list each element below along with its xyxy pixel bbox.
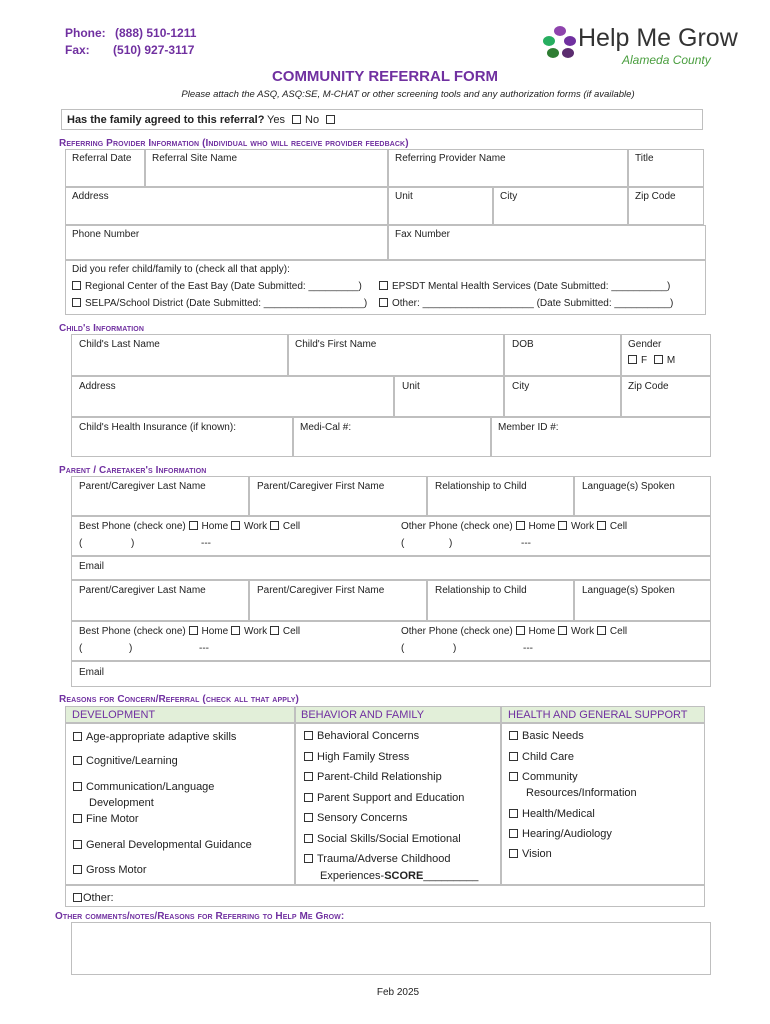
parent2-other-phone bbox=[401, 626, 627, 637]
reasons-section-title: Reasons for Concern/Referral (check all that apply) bbox=[59, 694, 299, 705]
form-subtitle: Please attach the ASQ, ASQ:SE, M-CHAT or other screening tools and any authorization forms (if available) bbox=[181, 89, 635, 100]
provider-city-field[interactable] bbox=[493, 187, 628, 225]
form-title: COMMUNITY REFERRAL FORM bbox=[271, 68, 499, 85]
child-section-title: Child's Information bbox=[59, 323, 144, 334]
parent2-other-phone-close: ) bbox=[453, 643, 457, 654]
parent2-language-label: Language(s) Spoken bbox=[582, 585, 675, 596]
health-item[interactable] bbox=[509, 771, 578, 783]
score-label: SCORE bbox=[384, 870, 424, 882]
best-cell-label: Cell bbox=[282, 521, 301, 532]
parent2-other-phone-open: ( bbox=[401, 643, 405, 654]
behavior-item-label: Behavioral Concerns bbox=[317, 730, 420, 742]
behavior-item-label: Parent Support and Education bbox=[317, 792, 465, 804]
dev-item-label: Cognitive/Learning bbox=[86, 755, 178, 767]
checkbox[interactable] bbox=[509, 849, 518, 858]
parent1-other-phone-open: ( bbox=[401, 538, 405, 549]
selpa-checkbox[interactable] bbox=[72, 298, 81, 307]
female-label: F bbox=[641, 355, 648, 366]
dev-header bbox=[65, 706, 295, 723]
checkbox[interactable] bbox=[73, 814, 82, 823]
checkbox[interactable] bbox=[509, 809, 518, 818]
parent2-language-field[interactable] bbox=[574, 580, 711, 621]
other-phone-label-2: Other Phone (check one) bbox=[401, 626, 513, 637]
comments-section-title: Other comments/notes/Reasons for Referring to Help Me Grow: bbox=[55, 911, 345, 922]
opt-selpa[interactable] bbox=[72, 298, 367, 309]
parent1-first-field[interactable] bbox=[249, 476, 427, 516]
behavior-item[interactable] bbox=[304, 751, 409, 763]
checkbox[interactable] bbox=[304, 854, 313, 863]
child-city-field[interactable] bbox=[504, 376, 621, 417]
parent1-last-field[interactable] bbox=[71, 476, 249, 516]
dev-item-label: General Developmental Guidance bbox=[86, 839, 252, 851]
dev-item-label: Communication/Language bbox=[86, 781, 215, 793]
parent1-other-phone-close: ) bbox=[449, 538, 453, 549]
checkbox[interactable] bbox=[304, 793, 313, 802]
referral-site-label: Referral Site Name bbox=[152, 153, 238, 164]
agreed-box bbox=[61, 109, 703, 130]
parent2-first-field[interactable] bbox=[249, 580, 427, 621]
reasons-other-row[interactable] bbox=[65, 885, 705, 907]
best-home-checkbox-2[interactable] bbox=[189, 626, 198, 635]
best-work-checkbox[interactable] bbox=[231, 521, 240, 530]
child-unit-field[interactable] bbox=[394, 376, 504, 417]
other-work-label: Work bbox=[570, 521, 595, 532]
child-zip-label: Zip Code bbox=[628, 381, 669, 392]
yes-checkbox[interactable] bbox=[292, 115, 301, 124]
dev-item[interactable] bbox=[73, 813, 139, 825]
health-item[interactable] bbox=[509, 751, 574, 763]
agreed-yes[interactable] bbox=[267, 114, 339, 126]
leaf-icon bbox=[540, 22, 580, 62]
provider-zip-field[interactable] bbox=[628, 187, 704, 225]
parent-section-title: Parent / Caretaker's Information bbox=[59, 465, 207, 476]
best-cell-label-2: Cell bbox=[282, 626, 301, 637]
logo-sub: Alameda County bbox=[622, 53, 711, 67]
opt-epsdt[interactable] bbox=[379, 281, 670, 292]
dev-item[interactable] bbox=[73, 839, 252, 851]
parent1-language-field[interactable] bbox=[574, 476, 711, 516]
checkbox[interactable] bbox=[304, 752, 313, 761]
checkbox[interactable] bbox=[304, 772, 313, 781]
other-home-checkbox-2[interactable] bbox=[516, 626, 525, 635]
best-cell-checkbox-2[interactable] bbox=[270, 626, 279, 635]
behavior-item-label: High Family Stress bbox=[317, 751, 410, 763]
phone-line bbox=[65, 26, 196, 40]
other-cell-checkbox-2[interactable] bbox=[597, 626, 606, 635]
child-dob-field[interactable] bbox=[504, 334, 621, 376]
best-phone-label-2: Best Phone (check one) bbox=[79, 626, 186, 637]
did-refer-box bbox=[65, 260, 706, 315]
provider-fax-field[interactable] bbox=[388, 225, 706, 260]
checkbox[interactable] bbox=[73, 782, 82, 791]
score-blank: _________ bbox=[423, 870, 479, 882]
referral-date-label: Referral Date bbox=[72, 153, 132, 164]
child-member-field[interactable] bbox=[491, 417, 711, 457]
best-phone-label: Best Phone (check one) bbox=[79, 521, 186, 532]
other-work-checkbox-2[interactable] bbox=[558, 626, 567, 635]
footer-date: Feb 2025 bbox=[376, 987, 420, 998]
referral-date-field[interactable] bbox=[65, 149, 145, 187]
opt-other[interactable] bbox=[379, 298, 673, 309]
parent2-best-phone bbox=[79, 626, 300, 637]
other-referral-label: Other: ____________________ (Date Submitted: __________) bbox=[392, 298, 674, 309]
checkbox[interactable] bbox=[509, 731, 518, 740]
checkbox[interactable] bbox=[73, 732, 82, 741]
provider-address-field[interactable] bbox=[65, 187, 388, 225]
logo-text: Help Me Grow bbox=[578, 24, 738, 52]
behavior-item-label: Parent-Child Relationship bbox=[317, 771, 442, 783]
parent2-last-field[interactable] bbox=[71, 580, 249, 621]
provider-phone-field[interactable] bbox=[65, 225, 388, 260]
did-refer-label: Did you refer child/family to (check all that apply): bbox=[72, 264, 290, 275]
health-item-label: Basic Needs bbox=[522, 730, 584, 742]
behavior-column bbox=[295, 723, 501, 885]
fax-number: (510) 927-3117 bbox=[113, 43, 195, 57]
child-last-field[interactable] bbox=[71, 334, 288, 376]
behavior-item[interactable] bbox=[304, 833, 461, 845]
parent2-best-phone-dash: --- bbox=[199, 643, 209, 654]
parent2-relationship-label: Relationship to Child bbox=[435, 585, 527, 596]
checkbox[interactable] bbox=[304, 813, 313, 822]
behavior-item[interactable] bbox=[304, 730, 419, 742]
parent1-best-phone bbox=[79, 521, 300, 532]
phone-label: Phone: bbox=[65, 26, 106, 40]
parent1-relationship-field[interactable] bbox=[427, 476, 574, 516]
child-insurance-field[interactable] bbox=[71, 417, 293, 457]
other-home-label: Home bbox=[528, 521, 556, 532]
health-item[interactable] bbox=[509, 828, 612, 840]
dev-header-label: DEVELOPMENT bbox=[72, 709, 156, 721]
checkbox[interactable] bbox=[509, 829, 518, 838]
other-phone-label: Other Phone (check one) bbox=[401, 521, 513, 532]
child-first-label: Child's First Name bbox=[295, 339, 377, 350]
child-gender-field bbox=[621, 334, 711, 376]
best-home-label-2: Home bbox=[201, 626, 229, 637]
parent1-language-label: Language(s) Spoken bbox=[582, 481, 675, 492]
agreed-question: Has the family agreed to this referral? bbox=[67, 114, 265, 126]
health-item-label: Hearing/Audiology bbox=[522, 828, 612, 840]
health-item-label: Child Care bbox=[522, 751, 574, 763]
behavior-header-label: BEHAVIOR AND FAMILY bbox=[301, 709, 425, 721]
logo bbox=[538, 18, 738, 68]
other-referral-checkbox[interactable] bbox=[379, 298, 388, 307]
behavior-item-label: Trauma/Adverse Childhood bbox=[317, 853, 451, 865]
parent2-other-phone-dash: --- bbox=[523, 643, 533, 654]
health-item-label: Health/Medical bbox=[522, 808, 595, 820]
dev-item[interactable] bbox=[73, 864, 147, 876]
other-home-checkbox[interactable] bbox=[516, 521, 525, 530]
other-cell-label-2: Cell bbox=[609, 626, 628, 637]
epsdt-checkbox[interactable] bbox=[379, 281, 388, 290]
comments-box[interactable] bbox=[71, 922, 711, 975]
parent2-phone-row bbox=[71, 621, 711, 661]
parent1-phone-row bbox=[71, 516, 711, 556]
child-address-label: Address bbox=[79, 381, 116, 392]
dev-item-cont: Development bbox=[89, 797, 154, 809]
health-item[interactable] bbox=[509, 808, 595, 820]
provider-address-label: Address bbox=[72, 191, 109, 202]
behavior-item-label: Sensory Concerns bbox=[317, 812, 408, 824]
behavior-item[interactable] bbox=[304, 812, 408, 824]
parent1-other-phone-dash: --- bbox=[521, 538, 531, 549]
child-last-label: Child's Last Name bbox=[79, 339, 160, 350]
behavior-item-label: Social Skills/Social Emotional bbox=[317, 833, 461, 845]
dev-item[interactable] bbox=[73, 755, 178, 767]
best-home-checkbox[interactable] bbox=[189, 521, 198, 530]
parent1-email-label: Email bbox=[79, 561, 105, 572]
child-medical-label: Medi-Cal #: bbox=[300, 422, 352, 433]
parent2-last-label: Parent/Caregiver Last Name bbox=[79, 585, 206, 596]
provider-zip-label: Zip Code bbox=[635, 191, 676, 202]
provider-title-field[interactable] bbox=[628, 149, 704, 187]
parent2-best-phone-open: ( bbox=[79, 643, 83, 654]
parent1-relationship-label: Relationship to Child bbox=[435, 481, 527, 492]
checkbox[interactable] bbox=[509, 772, 518, 781]
child-unit-label: Unit bbox=[402, 381, 420, 392]
provider-title-label: Title bbox=[635, 153, 654, 164]
best-home-label: Home bbox=[201, 521, 229, 532]
other-home-label-2: Home bbox=[528, 626, 556, 637]
best-work-label: Work bbox=[243, 521, 268, 532]
health-item-label: Vision bbox=[522, 848, 552, 860]
fax-label: Fax: bbox=[65, 43, 90, 57]
opt-regional-center[interactable] bbox=[72, 281, 362, 292]
checkbox[interactable] bbox=[304, 731, 313, 740]
other-work-label-2: Work bbox=[570, 626, 595, 637]
provider-phone-label: Phone Number bbox=[72, 229, 140, 240]
checkbox[interactable] bbox=[73, 756, 82, 765]
dev-item-label: Gross Motor bbox=[86, 864, 147, 876]
behavior-item[interactable] bbox=[304, 792, 464, 804]
dev-column bbox=[65, 723, 295, 885]
best-work-checkbox-2[interactable] bbox=[231, 626, 240, 635]
regional-center-checkbox[interactable] bbox=[72, 281, 81, 290]
provider-fax-label: Fax Number bbox=[395, 229, 451, 240]
phone-number: (888) 510-1211 bbox=[115, 26, 197, 40]
child-address-field[interactable] bbox=[71, 376, 394, 417]
parent2-relationship-field[interactable] bbox=[427, 580, 574, 621]
child-dob-label: DOB bbox=[512, 339, 534, 350]
parent1-best-phone-open: ( bbox=[79, 538, 83, 549]
health-item-cont: Resources/Information bbox=[526, 787, 637, 799]
parent2-first-label: Parent/Caregiver First Name bbox=[257, 585, 385, 596]
other-label: Other: bbox=[83, 892, 114, 904]
health-item-label: Community bbox=[522, 771, 578, 783]
reasons-other[interactable] bbox=[73, 892, 114, 904]
child-gender-label: Gender bbox=[628, 339, 662, 350]
dev-item-label: Fine Motor bbox=[86, 813, 139, 825]
no-checkbox[interactable] bbox=[326, 115, 335, 124]
provider-section-title: Referring Provider Information (Individual who will receive provider feedback) bbox=[59, 138, 409, 149]
parent1-best-phone-dash: --- bbox=[201, 538, 211, 549]
child-member-label: Member ID #: bbox=[498, 422, 559, 433]
female-checkbox[interactable] bbox=[628, 355, 637, 364]
agreed-yes-label: Yes bbox=[267, 114, 285, 126]
agreed-no-label: No bbox=[305, 114, 320, 126]
parent2-email-field[interactable] bbox=[71, 661, 711, 687]
parent1-first-label: Parent/Caregiver First Name bbox=[257, 481, 385, 492]
parent1-other-phone bbox=[401, 521, 627, 532]
epsdt-label: EPSDT Mental Health Services (Date Submitted: __________) bbox=[392, 281, 671, 292]
provider-name-label: Referring Provider Name bbox=[395, 153, 506, 164]
other-cell-label: Cell bbox=[609, 521, 628, 532]
checkbox[interactable] bbox=[73, 840, 82, 849]
provider-unit-field[interactable] bbox=[388, 187, 493, 225]
parent2-best-phone-close: ) bbox=[129, 643, 133, 654]
health-column bbox=[501, 723, 705, 885]
provider-unit-label: Unit bbox=[395, 191, 413, 202]
parent2-email-label: Email bbox=[79, 667, 105, 678]
parent1-best-phone-close: ) bbox=[131, 538, 135, 549]
behavior-item[interactable] bbox=[304, 771, 442, 783]
parent1-email-field[interactable] bbox=[71, 556, 711, 580]
health-header bbox=[501, 706, 705, 723]
fax-line bbox=[65, 43, 194, 57]
provider-city-label: City bbox=[500, 191, 518, 202]
dev-item-label: Age-appropriate adaptive skills bbox=[86, 731, 237, 743]
checkbox[interactable] bbox=[73, 865, 82, 874]
experiences-label: Experiences- bbox=[320, 870, 385, 882]
selpa-label: SELPA/School District (Date Submitted: __________________) bbox=[85, 298, 368, 309]
child-first-field[interactable] bbox=[288, 334, 504, 376]
child-insurance-label: Child's Health Insurance (if known): bbox=[79, 422, 236, 433]
checkbox[interactable] bbox=[304, 834, 313, 843]
dev-item[interactable] bbox=[73, 781, 214, 793]
dev-item[interactable] bbox=[73, 731, 236, 743]
health-header-label: HEALTH AND GENERAL SUPPORT bbox=[508, 709, 688, 721]
health-item[interactable] bbox=[509, 848, 552, 860]
other-checkbox[interactable] bbox=[73, 893, 82, 902]
child-city-label: City bbox=[512, 381, 530, 392]
regional-center-label: Regional Center of the East Bay (Date Submitted: _________) bbox=[85, 281, 362, 292]
behavior-item-cont bbox=[320, 870, 478, 882]
child-medical-field[interactable] bbox=[293, 417, 491, 457]
parent1-last-label: Parent/Caregiver Last Name bbox=[79, 481, 206, 492]
health-item[interactable] bbox=[509, 730, 584, 742]
checkbox[interactable] bbox=[509, 752, 518, 761]
other-work-checkbox[interactable] bbox=[558, 521, 567, 530]
referral-site-field[interactable] bbox=[145, 149, 388, 187]
male-label: M bbox=[666, 355, 676, 366]
best-cell-checkbox[interactable] bbox=[270, 521, 279, 530]
gender-options bbox=[628, 355, 675, 366]
male-checkbox[interactable] bbox=[654, 355, 663, 364]
other-cell-checkbox[interactable] bbox=[597, 521, 606, 530]
provider-name-field[interactable] bbox=[388, 149, 628, 187]
child-zip-field[interactable] bbox=[621, 376, 711, 417]
behavior-header bbox=[295, 706, 501, 723]
best-work-label-2: Work bbox=[243, 626, 268, 637]
behavior-item[interactable] bbox=[304, 853, 451, 865]
